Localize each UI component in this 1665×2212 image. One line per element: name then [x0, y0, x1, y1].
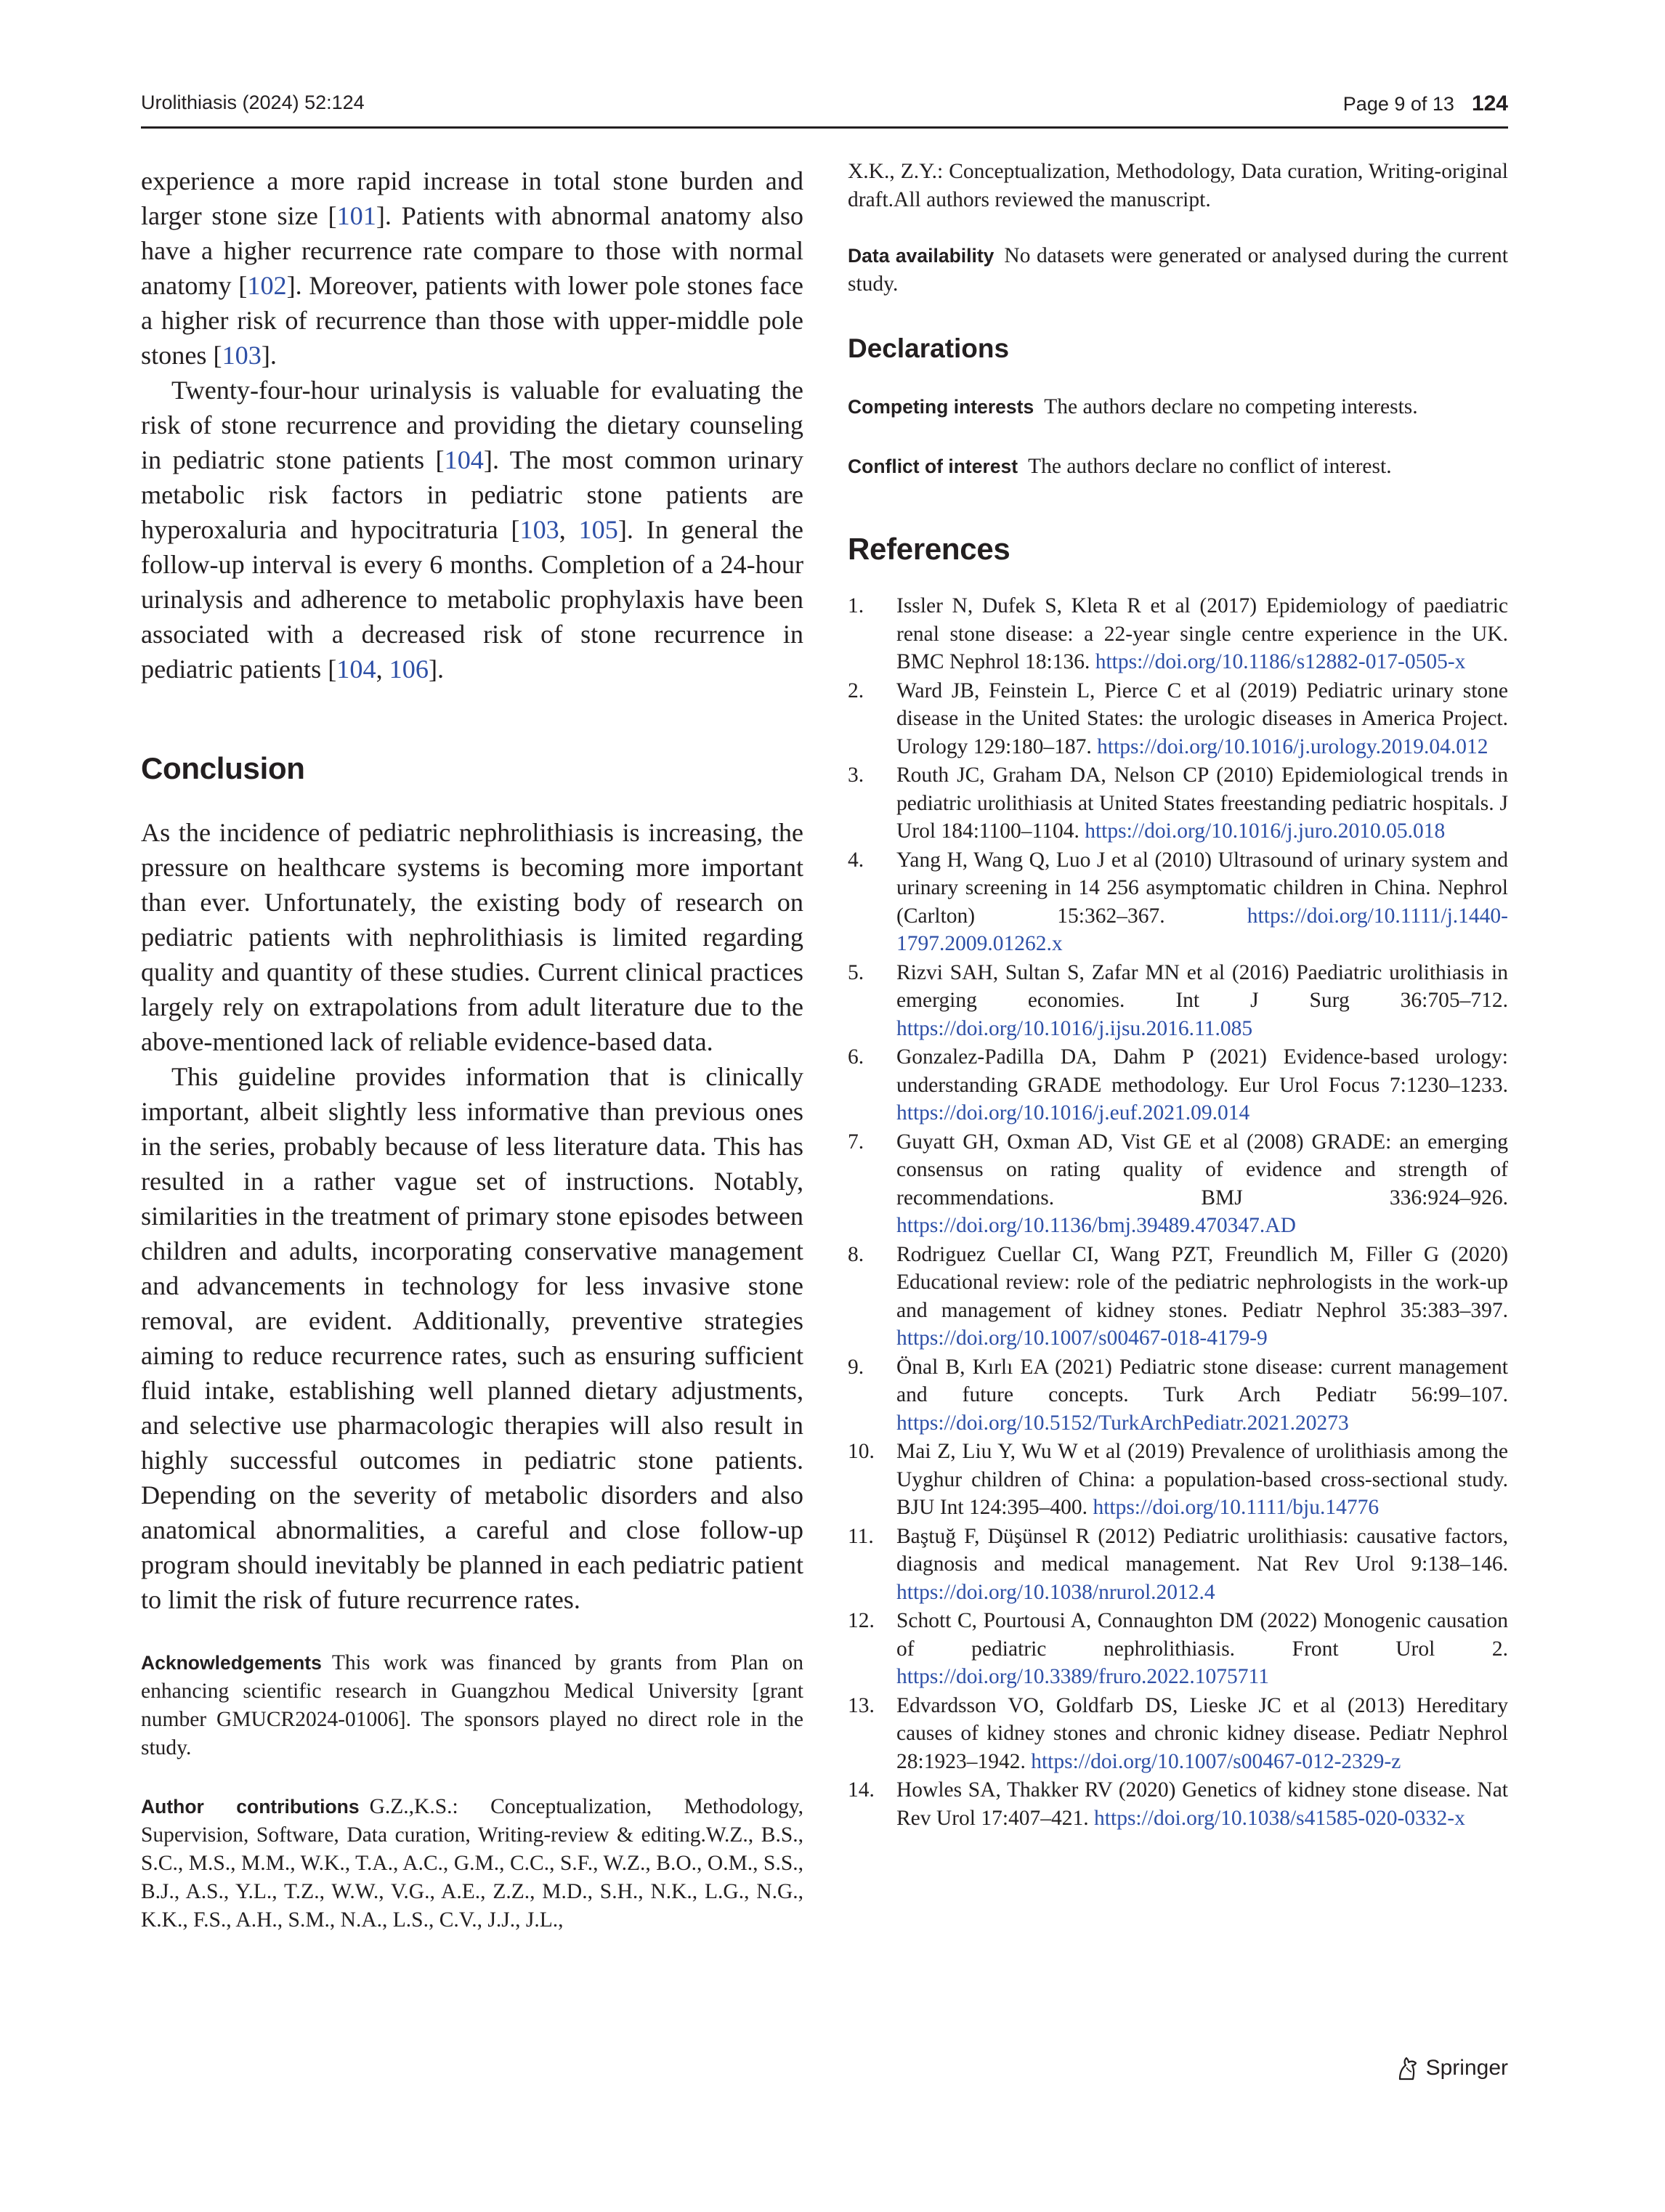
reference-item	[848, 1353, 1508, 1438]
reference-item	[848, 1776, 1508, 1832]
reference-text: Routh JC, Graham DA, Nelson CP (2010) Epidemiological trends in pediatric urolithiasis at United States freestanding pediatric hospitals. J Urol 184:1100–1104.	[896, 763, 1508, 843]
reference-text: Gonzalez-Padilla DA, Dahm P (2021) Evidence-based urology: understanding GRADE methodology. Eur Urol Focus 7:1230–1233.	[896, 1045, 1508, 1097]
conclusion-paragraph: As the incidence of pediatric nephrolithiasis is increasing, the pressure on healthcare systems is becoming more important than ever. Unfortunately, the existing body of research on pediatric patients with nephrolithiasis is limited regarding quality and quantity of these studies. Current clinical practices largely rely on extrapolations from adult literature due to the above-mentioned lack of reliable evidence-based data.	[141, 818, 803, 1056]
conflict-of-interest	[848, 453, 1508, 481]
reference-list	[848, 592, 1508, 1832]
springer-horse-icon	[1395, 2055, 1420, 2081]
reference-item	[848, 1523, 1508, 1607]
reference-number: 10.	[848, 1440, 875, 1463]
data-availability	[848, 242, 1508, 299]
author-contributions	[141, 1793, 803, 1935]
competing-interests-text: The authors declare no competing interests.	[1044, 395, 1418, 418]
reference-number: 8.	[848, 1242, 864, 1266]
reference-number: 4.	[848, 848, 864, 872]
reference-doi-link[interactable]: https://doi.org/10.1007/s00467-018-4179-9	[896, 1326, 1268, 1350]
citation-link[interactable]: 106	[389, 655, 429, 684]
reference-text: Önal B, Kırlı EA (2021) Pediatric stone disease: current management and future concepts. Turk Arch Pediatr 56:99–107.	[896, 1355, 1508, 1406]
conclusion-paragraph: This guideline provides information that is clinically important, albeit slightly less informative than previous ones in the series, probably because of less literature data. This has resulted in a rather vague set of instructions. Notably, similarities in the treatment of primary stone episodes between children and adults, incorporating conservative management and advancements in technology for less invasive stone removal, are evident. Additionally, preventive strategies aiming to reduce recurrence rates, such as ensuring sufficient fluid intake, establishing well planned dietary adjustments, and selective use pharmacologic therapies will also result in highly successful outcomes in pediatric stone patients. Depending on the severity of metabolic disorders and also anatomical abnormalities, a careful and close follow-up program should inevitably be planned in each pediatric patient to limit the risk of future recurrence rates.	[141, 1062, 803, 1614]
body-paragraph	[141, 163, 803, 373]
text-segment: ]. The most common urinary metabolic risk factors in pediatric stone patients are hyperoxaluria and hypocitraturia [	[141, 445, 803, 544]
page-number: 124	[1471, 92, 1508, 116]
citation-link[interactable]: 104	[336, 655, 376, 684]
reference-item	[848, 959, 1508, 1043]
citation-link[interactable]: 103	[222, 341, 262, 370]
reference-text: Mai Z, Liu Y, Wu W et al (2019) Prevalence of urolithiasis among the Uyghur children of China: a population-based cross-sectional study. BJU Int 124:395–400.	[896, 1440, 1508, 1519]
reference-number: 14.	[848, 1778, 875, 1802]
reference-doi-link[interactable]: https://doi.org/10.1186/s12882-017-0505-x	[1095, 650, 1466, 673]
right-column	[848, 160, 1508, 1833]
reference-item	[848, 1692, 1508, 1776]
reference-doi-link[interactable]: https://doi.org/10.3389/fruro.2022.1075711	[896, 1665, 1269, 1688]
journal-reference: Urolithiasis (2024) 52:124	[141, 92, 365, 113]
page-info	[1343, 92, 1508, 116]
conflict-of-interest-text: The authors declare no conflict of interest.	[1028, 455, 1392, 478]
reference-doi-link[interactable]: https://doi.org/10.1038/nrurol.2012.4	[896, 1580, 1215, 1604]
text-segment: Twenty-four-hour urinalysis is valuable for evaluating the risk of stone recurrence and providing the dietary counseling in pediatric stone patients [	[141, 376, 803, 474]
page-header	[141, 92, 1508, 122]
author-contributions-text: G.Z.,K.S.: Conceptualization, Methodology, Supervision, Software, Data curation, Writing-review & editing.W.Z., B.S., S.C., M.S., M.M., W.K., T.A., A.C., G.M., C.C., S.F., W.Z., B.O., O.M., S.S., B.J., A.S., Y.L., T.Z., W.W., V.G., A.E., Z.Z., M.D., S.H., N.K., L.G., N.G., K.K., F.S., A.H., S.M., N.A., L.S., C.V., J.J., J.L.,	[141, 1795, 803, 1932]
reference-item	[848, 1128, 1508, 1240]
text-segment: ].	[428, 655, 445, 684]
text-segment: experience a more rapid increase in total stone burden and larger stone size [	[141, 166, 803, 230]
reference-text: Rodriguez Cuellar CI, Wang PZT, Freundlich M, Filler G (2020) Educational review: role of the pediatric nephrologists in the work-up and management of kidney stones. Pediatr Nephrol 35:383–397.	[896, 1242, 1508, 1322]
author-contributions-continued: X.K., Z.Y.: Conceptualization, Methodology, Data curation, Writing-original draft.All authors reviewed the manuscript.	[848, 160, 1508, 211]
page-label: Page 9 of 13	[1342, 93, 1454, 115]
reference-text: Issler N, Dufek S, Kleta R et al (2017) Epidemiology of paediatric renal stone disease: a 22-year single centre experience in the UK. BMC Nephrol 18:136.	[896, 594, 1508, 673]
left-column	[141, 163, 803, 1935]
reference-doi-link[interactable]: https://doi.org/10.1016/j.ijsu.2016.11.085	[896, 1016, 1253, 1040]
reference-doi-link[interactable]: https://doi.org/10.1016/j.juro.2010.05.018	[1085, 819, 1446, 843]
reference-number: 6.	[848, 1045, 864, 1069]
reference-text: Yang H, Wang Q, Luo J et al (2010) Ultrasound of urinary system and urinary screening in 14 256 asymptomatic children in China. Nephrol (Carlton) 15:362–367.	[896, 848, 1508, 928]
declarations-heading: Declarations	[848, 333, 1010, 363]
reference-doi-link[interactable]: https://doi.org/10.1111/bju.14776	[1093, 1496, 1380, 1519]
reference-number: 11.	[848, 1524, 874, 1548]
reference-number: 2.	[848, 678, 864, 702]
reference-number: 12.	[848, 1609, 875, 1632]
reference-number: 5.	[848, 960, 864, 984]
reference-text: Baştuğ F, Düşünsel R (2012) Pediatric urolithiasis: causative factors, diagnosis and medical management. Nat Rev Urol 9:138–146.	[896, 1524, 1508, 1576]
reference-number: 1.	[848, 594, 864, 617]
reference-doi-link[interactable]: https://doi.org/10.1136/bmj.39489.470347.AD	[896, 1214, 1296, 1237]
data-availability-label: Data availability	[848, 245, 994, 267]
conflict-of-interest-label: Conflict of interest	[848, 455, 1018, 477]
reference-text: Ward JB, Feinstein L, Pierce C et al (2019) Pediatric urinary stone disease in the United States: the urologic diseases in America Project. Urology 129:180–187.	[896, 678, 1508, 758]
conclusion-heading: Conclusion	[141, 751, 305, 785]
reference-doi-link[interactable]: https://doi.org/10.5152/TurkArchPediatr.2021.20273	[896, 1411, 1349, 1435]
reference-item	[848, 846, 1508, 958]
reference-text: Rizvi SAH, Sultan S, Zafar MN et al (2016) Paediatric urolithiasis in emerging economies. Int J Surg 36:705–712.	[896, 960, 1508, 1012]
reference-doi-link[interactable]: https://doi.org/10.1016/j.urology.2019.04.012	[1097, 734, 1488, 758]
data-availability-text: No datasets were generated or analysed during the current study.	[848, 244, 1508, 296]
references-heading: References	[848, 532, 1010, 566]
reference-number: 3.	[848, 763, 864, 787]
reference-number: 9.	[848, 1355, 864, 1379]
reference-item	[848, 1607, 1508, 1691]
acknowledgements-label: Acknowledgements	[141, 1652, 322, 1674]
publisher-name: Springer	[1425, 2056, 1508, 2080]
text-segment: ].	[261, 341, 277, 370]
citation-link[interactable]: 103	[519, 515, 559, 544]
text-segment: ]. Moreover, patients with lower pole stones face a higher risk of recurrence than those with upper-middle pole stones [	[141, 271, 803, 370]
citation-link[interactable]: 101	[336, 201, 376, 230]
body-paragraph	[141, 373, 803, 686]
reference-item	[848, 677, 1508, 761]
reference-item	[848, 1438, 1508, 1522]
reference-text: Schott C, Pourtousi A, Connaughton DM (2022) Monogenic causation of pediatric nephrolithiasis. Front Urol 2.	[896, 1609, 1508, 1661]
citation-link[interactable]: 102	[247, 271, 287, 300]
text-segment: ]. Patients with abnormal anatomy also have a higher recurrence rate compare to those with normal anatomy [	[141, 201, 803, 300]
competing-interests-label: Competing interests	[848, 396, 1034, 418]
competing-interests	[848, 393, 1508, 421]
citation-link[interactable]: 104	[444, 445, 484, 474]
reference-doi-link[interactable]: https://doi.org/10.1007/s00467-012-2329-z	[1031, 1749, 1401, 1773]
reference-doi-link[interactable]: https://doi.org/10.1038/s41585-020-0332-x	[1094, 1806, 1465, 1830]
reference-item	[848, 1043, 1508, 1127]
reference-text: Edvardsson VO, Goldfarb DS, Lieske JC et al (2013) Hereditary causes of kidney stones and chronic kidney disease. Pediatr Nephrol 28:1923–1942.	[896, 1693, 1508, 1773]
publisher-footer	[1395, 2050, 1508, 2086]
header-rule	[141, 126, 1508, 129]
text-segment: ]. In general the follow-up interval is every 6 months. Completion of a 24-hour urinalysis and adherence to metabolic prophylaxis have been associated with a decreased risk of stone recurrence in pediatric patients [	[141, 515, 803, 684]
reference-doi-link[interactable]: https://doi.org/10.1016/j.euf.2021.09.014	[896, 1101, 1250, 1125]
acknowledgements	[141, 1649, 803, 1762]
reference-text: Howles SA, Thakker RV (2020) Genetics of kidney stone disease. Nat Rev Urol 17:407–421.	[896, 1778, 1508, 1830]
text-segment: ,	[559, 515, 579, 544]
author-contributions-label: Author contributions	[141, 1796, 360, 1818]
text-segment: ,	[376, 655, 389, 684]
reference-number: 13.	[848, 1693, 875, 1717]
reference-item	[848, 1241, 1508, 1353]
reference-item	[848, 761, 1508, 846]
reference-text: Guyatt GH, Oxman AD, Vist GE et al (2008) GRADE: an emerging consensus on rating quality of evidence and strength of recommendations. BMJ 336:924–926.	[896, 1130, 1508, 1210]
reference-number: 7.	[848, 1130, 864, 1154]
acknowledgements-text: This work was financed by grants from Plan on enhancing scientific research in Guangzhou Medical University [grant number GMUCR2024-01006]. The sponsors played no direct role in the study.	[141, 1651, 803, 1759]
reference-item	[848, 592, 1508, 676]
reference-doi-link[interactable]: https://doi.org/10.1111/j.1440-1797.2009.01262.x	[896, 904, 1508, 955]
citation-link[interactable]: 105	[578, 515, 618, 544]
